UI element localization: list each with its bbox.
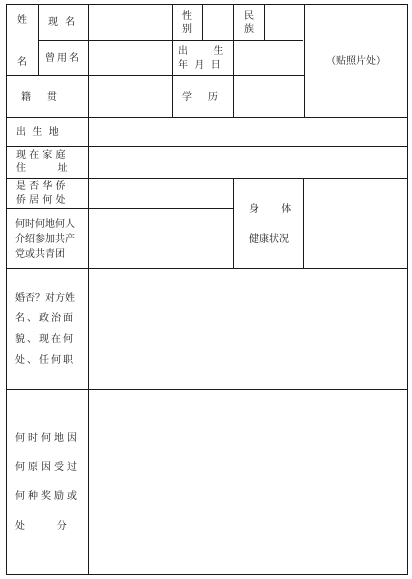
rule-bottom xyxy=(6,574,408,575)
marriage-field[interactable] xyxy=(89,269,407,389)
former-name-label: 曾用名 xyxy=(45,53,81,64)
marriage-label-3: 貌、现在何 xyxy=(15,334,75,345)
marriage-label-2: 名、政治面 xyxy=(15,313,75,324)
name-label-top: 姓 xyxy=(17,15,27,26)
health-label-2: 健康状况 xyxy=(249,234,289,245)
overseas-label-1: 是 否 华 侨 xyxy=(16,181,66,192)
birth-date-label-1: 出 生 xyxy=(178,46,224,57)
party-label-1: 何时何地何人 xyxy=(15,219,75,230)
birth-date-label-2: 年 月 日 xyxy=(178,60,221,71)
address-label-1: 现 在 家 庭 xyxy=(16,150,66,161)
marriage-label-1: 婚否？对方姓 xyxy=(15,293,75,304)
award-label-2: 何原因受过 xyxy=(15,462,80,473)
ethnicity-label-2: 族 xyxy=(244,24,254,35)
former-name-field[interactable] xyxy=(89,41,172,75)
award-label-3: 何种奖励或 xyxy=(15,491,80,502)
birthplace-label: 出 生 地 xyxy=(16,127,59,138)
photo-placeholder: （贴照片处） xyxy=(326,56,386,67)
gender-label-1: 性 xyxy=(182,11,192,22)
education-field[interactable] xyxy=(234,76,304,117)
overseas-field[interactable] xyxy=(89,179,233,208)
award-label-4: 处 分 xyxy=(15,521,67,532)
health-label-1: 身 体 xyxy=(249,204,292,215)
award-label-1: 何时何地因 xyxy=(15,433,80,444)
rule-left xyxy=(6,4,7,575)
ethnicity-field[interactable] xyxy=(265,5,304,40)
rule-name-label xyxy=(38,4,39,75)
current-name-field[interactable] xyxy=(89,5,172,40)
overseas-label-2: 侨 居 何 处 xyxy=(16,195,66,206)
education-label: 学 历 xyxy=(182,92,218,103)
birth-date-field[interactable] xyxy=(234,41,304,75)
party-label-3: 党或共青团 xyxy=(15,249,65,260)
current-name-label: 现 名 xyxy=(48,17,78,28)
address-field[interactable] xyxy=(89,147,407,178)
award-field[interactable] xyxy=(89,390,407,574)
native-place-field[interactable] xyxy=(89,76,172,117)
ethnicity-label-1: 民 xyxy=(244,11,254,22)
marriage-label-4: 处、任何职 xyxy=(15,355,75,366)
gender-field[interactable] xyxy=(203,5,233,40)
address-label-2: 住 址 xyxy=(16,163,68,174)
party-field[interactable] xyxy=(89,209,233,268)
name-label-bottom: 名 xyxy=(17,57,27,68)
party-label-2: 介绍参加共产 xyxy=(15,234,75,245)
gender-label-2: 别 xyxy=(182,24,192,35)
rule-right xyxy=(407,4,408,575)
photo-area[interactable] xyxy=(305,5,407,117)
rule-health-left xyxy=(233,178,234,268)
birthplace-field[interactable] xyxy=(89,118,407,146)
health-field[interactable] xyxy=(304,179,407,268)
rule-gender-left xyxy=(172,4,173,117)
native-place-label: 籍 贯 xyxy=(21,92,57,103)
